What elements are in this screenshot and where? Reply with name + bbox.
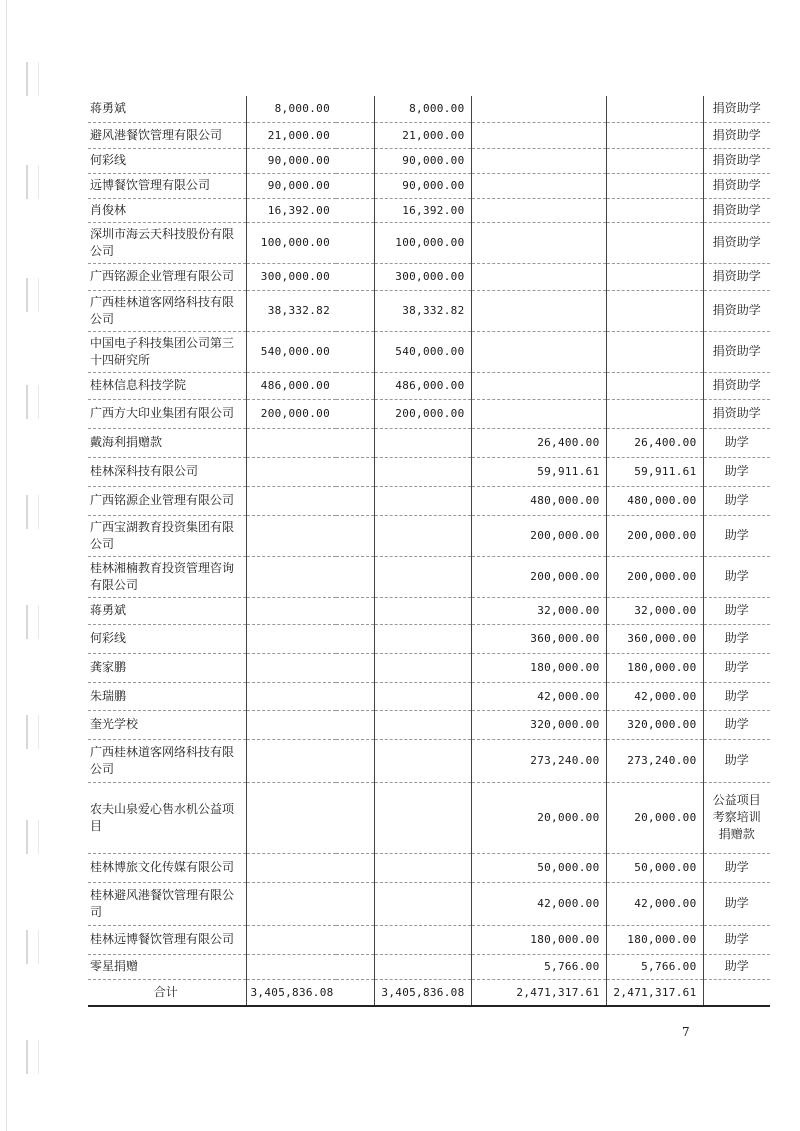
amount-cell: 21,000.00 (374, 122, 471, 148)
amount-cell: 180,000.00 (606, 925, 703, 954)
spacer-cell (336, 979, 374, 1006)
binding-mark (26, 165, 39, 199)
table-row (88, 653, 770, 682)
amount-cell: 540,000.00 (246, 331, 336, 372)
table-row (88, 515, 770, 556)
amount-cell (374, 954, 471, 979)
table-row (88, 428, 770, 457)
amount-cell (246, 853, 336, 882)
amount-cell: 50,000.00 (606, 853, 703, 882)
spacer-cell (336, 222, 374, 263)
donor-name: 中国电子科技集团公司第三十四研究所 (88, 331, 246, 372)
donor-name: 龚家鹏 (88, 653, 246, 682)
donor-name: 深圳市海云天科技股份有限公司 (88, 222, 246, 263)
amount-cell (374, 515, 471, 556)
amount-cell (374, 853, 471, 882)
amount-cell: 90,000.00 (374, 148, 471, 173)
amount-cell: 42,000.00 (606, 882, 703, 925)
amount-cell: 32,000.00 (606, 597, 703, 624)
purpose-note: 捐资助学 (703, 290, 770, 331)
donor-name: 农夫山泉爱心售水机公益项目 (88, 782, 246, 853)
table-row (88, 882, 770, 925)
donor-name: 桂林博旅文化传媒有限公司 (88, 853, 246, 882)
amount-cell: 180,000.00 (606, 653, 703, 682)
amount-cell (246, 428, 336, 457)
amount-cell (471, 399, 606, 428)
amount-cell (374, 624, 471, 653)
amount-cell (246, 710, 336, 739)
amount-cell (606, 222, 703, 263)
table-row (88, 198, 770, 222)
binding-mark (26, 820, 39, 854)
donor-name: 广西铭源企业管理有限公司 (88, 263, 246, 290)
amount-cell: 200,000.00 (471, 556, 606, 597)
binding-mark (26, 385, 39, 419)
amount-cell (374, 739, 471, 782)
amount-cell (606, 96, 703, 122)
spacer-cell (336, 710, 374, 739)
spacer-cell (336, 925, 374, 954)
amount-cell (606, 331, 703, 372)
table-row (88, 222, 770, 263)
purpose-note: 助学 (703, 624, 770, 653)
amount-cell: 180,000.00 (471, 925, 606, 954)
purpose-note: 助学 (703, 882, 770, 925)
amount-cell: 42,000.00 (471, 882, 606, 925)
amount-cell: 360,000.00 (471, 624, 606, 653)
amount-cell: 50,000.00 (471, 853, 606, 882)
spacer-cell (336, 954, 374, 979)
amount-cell: 20,000.00 (471, 782, 606, 853)
amount-cell (471, 173, 606, 198)
table-row (88, 148, 770, 173)
purpose-note (703, 979, 770, 1006)
table-row (88, 331, 770, 372)
amount-cell (471, 372, 606, 399)
amount-cell (374, 653, 471, 682)
amount-cell: 273,240.00 (606, 739, 703, 782)
spacer-cell (336, 682, 374, 710)
amount-cell: 38,332.82 (246, 290, 336, 331)
purpose-note: 捐资助学 (703, 331, 770, 372)
amount-cell: 8,000.00 (246, 96, 336, 122)
donor-name: 何彩线 (88, 624, 246, 653)
spacer-cell (336, 882, 374, 925)
amount-cell (471, 122, 606, 148)
amount-cell (246, 515, 336, 556)
spacer-cell (336, 372, 374, 399)
spacer-cell (336, 486, 374, 515)
amount-cell (374, 925, 471, 954)
purpose-note: 助学 (703, 556, 770, 597)
donor-name: 广西铭源企业管理有限公司 (88, 486, 246, 515)
amount-cell: 38,332.82 (374, 290, 471, 331)
amount-cell: 32,000.00 (471, 597, 606, 624)
amount-cell (246, 457, 336, 486)
table-row (88, 954, 770, 979)
amount-cell (606, 122, 703, 148)
amount-cell: 21,000.00 (246, 122, 336, 148)
purpose-note: 捐资助学 (703, 148, 770, 173)
donor-name: 桂林湘楠教育投资管理咨询有限公司 (88, 556, 246, 597)
amount-cell: 200,000.00 (606, 556, 703, 597)
table-row (88, 486, 770, 515)
amount-cell: 26,400.00 (606, 428, 703, 457)
purpose-note: 助学 (703, 853, 770, 882)
amount-cell: 3,405,836.08 (374, 979, 471, 1006)
donor-name: 桂林远博餐饮管理有限公司 (88, 925, 246, 954)
amount-cell: 2,471,317.61 (471, 979, 606, 1006)
donor-name: 远博餐饮管理有限公司 (88, 173, 246, 198)
donor-name: 桂林信息科技学院 (88, 372, 246, 399)
spacer-cell (336, 198, 374, 222)
amount-cell: 180,000.00 (471, 653, 606, 682)
amount-cell (471, 222, 606, 263)
amount-cell: 42,000.00 (471, 682, 606, 710)
amount-cell: 26,400.00 (471, 428, 606, 457)
amount-cell: 90,000.00 (246, 173, 336, 198)
amount-cell (246, 954, 336, 979)
donor-name: 广西方大印业集团有限公司 (88, 399, 246, 428)
amount-cell (606, 290, 703, 331)
purpose-note: 捐资助学 (703, 263, 770, 290)
total-label: 合计 (88, 979, 246, 1006)
amount-cell (471, 331, 606, 372)
purpose-note: 助学 (703, 457, 770, 486)
binding-mark (26, 62, 39, 96)
amount-cell (374, 428, 471, 457)
total-row (88, 979, 770, 1006)
page-number: 7 (682, 1025, 690, 1039)
donor-name: 何彩线 (88, 148, 246, 173)
amount-cell (246, 782, 336, 853)
table-row (88, 290, 770, 331)
table-row (88, 96, 770, 122)
table-row (88, 853, 770, 882)
amount-cell: 320,000.00 (471, 710, 606, 739)
spacer-cell (336, 515, 374, 556)
purpose-note: 捐资助学 (703, 173, 770, 198)
table-row (88, 682, 770, 710)
spacer-cell (336, 331, 374, 372)
amount-cell: 20,000.00 (606, 782, 703, 853)
amount-cell (471, 263, 606, 290)
spacer-cell (336, 148, 374, 173)
purpose-note: 助学 (703, 682, 770, 710)
binding-mark (26, 495, 39, 529)
amount-cell (471, 148, 606, 173)
table-row (88, 263, 770, 290)
donor-name: 戴海利捐赠款 (88, 428, 246, 457)
amount-cell (246, 486, 336, 515)
amount-cell (471, 290, 606, 331)
table-row (88, 782, 770, 853)
amount-cell: 486,000.00 (246, 372, 336, 399)
amount-cell (471, 198, 606, 222)
amount-cell: 42,000.00 (606, 682, 703, 710)
spacer-cell (336, 290, 374, 331)
spacer-cell (336, 96, 374, 122)
purpose-note: 捐资助学 (703, 399, 770, 428)
page-edge (6, 0, 7, 1131)
amount-cell: 16,392.00 (246, 198, 336, 222)
donor-name: 蒋勇斌 (88, 597, 246, 624)
amount-cell (246, 925, 336, 954)
amount-cell (246, 682, 336, 710)
amount-cell: 480,000.00 (606, 486, 703, 515)
amount-cell: 300,000.00 (374, 263, 471, 290)
amount-cell (374, 682, 471, 710)
amount-cell: 540,000.00 (374, 331, 471, 372)
amount-cell (374, 486, 471, 515)
amount-cell (606, 263, 703, 290)
amount-cell: 90,000.00 (374, 173, 471, 198)
amount-cell (606, 372, 703, 399)
amount-cell (471, 96, 606, 122)
amount-cell: 59,911.61 (471, 457, 606, 486)
donor-name: 桂林深科技有限公司 (88, 457, 246, 486)
purpose-note: 捐资助学 (703, 122, 770, 148)
purpose-note: 捐资助学 (703, 96, 770, 122)
spacer-cell (336, 122, 374, 148)
table-row (88, 739, 770, 782)
spacer-cell (336, 653, 374, 682)
amount-cell (246, 653, 336, 682)
donor-name: 朱瑞鹏 (88, 682, 246, 710)
spacer-cell (336, 624, 374, 653)
binding-mark (26, 278, 39, 312)
amount-cell: 5,766.00 (471, 954, 606, 979)
amount-cell (606, 198, 703, 222)
donor-name: 奎光学校 (88, 710, 246, 739)
purpose-note: 助学 (703, 486, 770, 515)
amount-cell: 273,240.00 (471, 739, 606, 782)
amount-cell: 59,911.61 (606, 457, 703, 486)
purpose-note: 助学 (703, 515, 770, 556)
amount-cell (374, 597, 471, 624)
purpose-note: 捐资助学 (703, 222, 770, 263)
purpose-note: 助学 (703, 739, 770, 782)
binding-mark (26, 930, 39, 964)
purpose-note: 助学 (703, 653, 770, 682)
spacer-cell (336, 853, 374, 882)
amount-cell (246, 739, 336, 782)
amount-cell (606, 148, 703, 173)
amount-cell (246, 556, 336, 597)
amount-cell (606, 173, 703, 198)
amount-cell: 8,000.00 (374, 96, 471, 122)
table-row (88, 173, 770, 198)
purpose-note: 捐资助学 (703, 372, 770, 399)
amount-cell: 480,000.00 (471, 486, 606, 515)
table-row (88, 710, 770, 739)
table-row (88, 399, 770, 428)
purpose-note: 助学 (703, 597, 770, 624)
amount-cell (606, 399, 703, 428)
spacer-cell (336, 739, 374, 782)
spacer-cell (336, 556, 374, 597)
amount-cell (374, 782, 471, 853)
donor-name: 广西桂林道客网络科技有限公司 (88, 739, 246, 782)
donor-name: 肖俊林 (88, 198, 246, 222)
donation-table-body (88, 96, 770, 1006)
spacer-cell (336, 428, 374, 457)
donor-name: 广西宝湖教育投资集团有限公司 (88, 515, 246, 556)
table-row (88, 556, 770, 597)
purpose-note: 捐资助学 (703, 198, 770, 222)
table-row (88, 597, 770, 624)
purpose-note: 助学 (703, 710, 770, 739)
amount-cell (246, 597, 336, 624)
amount-cell: 360,000.00 (606, 624, 703, 653)
purpose-note: 助学 (703, 428, 770, 457)
donor-name: 桂林避风港餐饮管理有限公司 (88, 882, 246, 925)
amount-cell: 90,000.00 (246, 148, 336, 173)
amount-cell (374, 882, 471, 925)
binding-mark (26, 605, 39, 639)
spacer-cell (336, 597, 374, 624)
spacer-cell (336, 263, 374, 290)
amount-cell: 100,000.00 (374, 222, 471, 263)
amount-cell (374, 457, 471, 486)
amount-cell: 5,766.00 (606, 954, 703, 979)
amount-cell: 200,000.00 (471, 515, 606, 556)
purpose-note: 公益项目考察培训捐赠款 (703, 782, 770, 853)
purpose-note: 助学 (703, 954, 770, 979)
amount-cell: 2,471,317.61 (606, 979, 703, 1006)
amount-cell (246, 882, 336, 925)
purpose-note: 助学 (703, 925, 770, 954)
donor-name: 零星捐赠 (88, 954, 246, 979)
table-row (88, 925, 770, 954)
spacer-cell (336, 399, 374, 428)
spacer-cell (336, 457, 374, 486)
amount-cell: 16,392.00 (374, 198, 471, 222)
amount-cell: 3,405,836.08 (246, 979, 336, 1006)
table-row (88, 457, 770, 486)
amount-cell (374, 556, 471, 597)
donor-name: 蒋勇斌 (88, 96, 246, 122)
amount-cell: 200,000.00 (606, 515, 703, 556)
amount-cell: 486,000.00 (374, 372, 471, 399)
amount-cell: 200,000.00 (374, 399, 471, 428)
table-row (88, 372, 770, 399)
binding-mark (26, 715, 39, 749)
donor-name: 避风港餐饮管理有限公司 (88, 122, 246, 148)
binding-mark (26, 1040, 39, 1074)
donor-name: 广西桂林道客网络科技有限公司 (88, 290, 246, 331)
amount-cell: 320,000.00 (606, 710, 703, 739)
table-row (88, 624, 770, 653)
table-row (88, 122, 770, 148)
amount-cell: 300,000.00 (246, 263, 336, 290)
spacer-cell (336, 782, 374, 853)
spacer-cell (336, 173, 374, 198)
amount-cell (374, 710, 471, 739)
donation-table (88, 96, 770, 1007)
amount-cell: 200,000.00 (246, 399, 336, 428)
amount-cell: 100,000.00 (246, 222, 336, 263)
amount-cell (246, 624, 336, 653)
